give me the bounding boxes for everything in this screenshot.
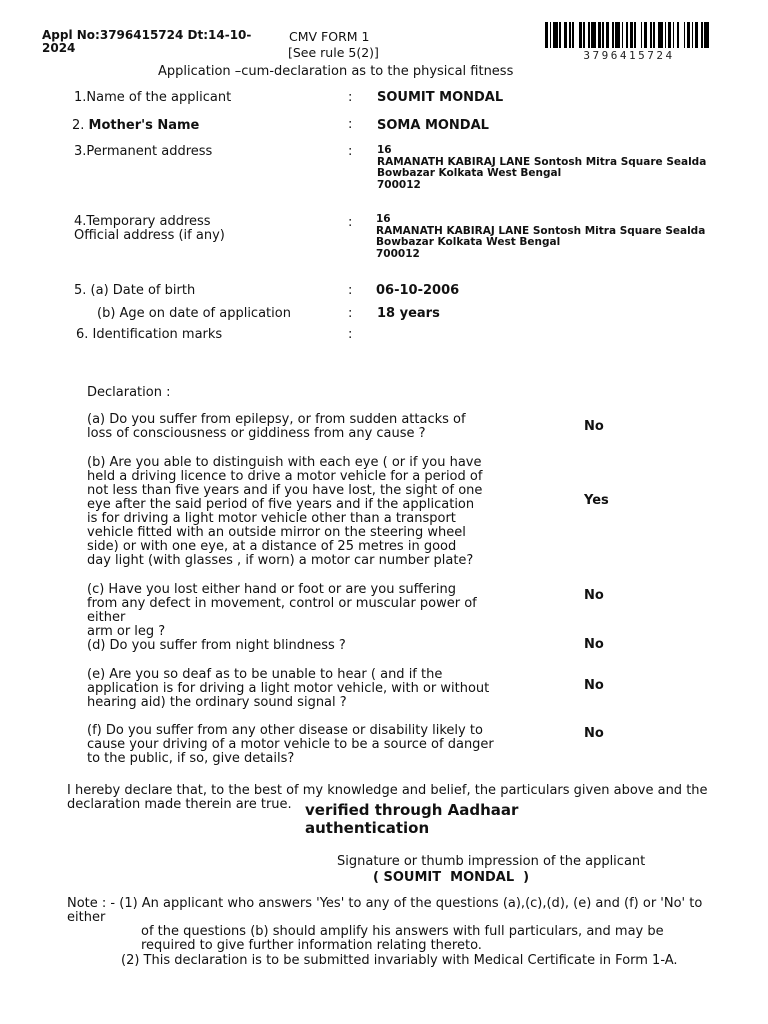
dob-value: 06-10-2006	[376, 283, 460, 298]
colon: :	[348, 144, 353, 159]
aadhaar-verification: verified through Aadhaar authentication	[305, 801, 519, 837]
permanent-address: 16 RAMANATH KABIRAJ LANE Sontosh Mitra Square Sealda Bowbazar Kolkata West Bengal 700012	[377, 144, 707, 191]
answer-d: No	[584, 637, 604, 652]
answer-b: Yes	[584, 493, 609, 508]
age-label: (b) Age on date of application	[97, 306, 291, 321]
colon: :	[348, 215, 353, 230]
colon: :	[348, 117, 353, 132]
mother-number: 2.	[72, 118, 85, 133]
barcode	[545, 22, 713, 60]
mother-name: SOMA MONDAL	[377, 118, 489, 133]
colon: :	[348, 90, 353, 105]
application-number: Appl No:3796415724 Dt:14-10- 2024	[42, 28, 252, 55]
form-subtitle: Application –cum-declaration as to the physical fitness	[158, 64, 514, 79]
colon: :	[348, 327, 353, 342]
answer-e: No	[584, 678, 604, 693]
note-2: (2) This declaration is to be submitted invariably with Medical Certificate in Form 1-A.	[121, 953, 678, 968]
temporary-address-label: 4.Temporary address Official address (if any)	[74, 214, 225, 243]
note-1-continued: of the questions (b) should amplify his answers with full particulars, and may be required to give further information relating thereto.	[141, 924, 664, 953]
answer-f: No	[584, 726, 604, 741]
answer-c: No	[584, 588, 604, 603]
question-d: (d) Do you suffer from night blindness ?	[87, 638, 346, 653]
temporary-address: 16 RAMANATH KABIRAJ LANE Sontosh Mitra Square Sealda Bowbazar Kolkata West Bengal 700012	[376, 213, 706, 260]
question-b: (b) Are you able to distinguish with each eye ( or if you have held a driving licence to drive a motor vehicle for a period of not less than five years and if you have lost, the sight of one eye after the said period of five years and if the application is for driving a light motor vehicle other than a transport vehicle fitted with an outside mirror on the steering wheel side) or with one eye, at a distance of 25 metres in good day light (with glasses , if worn) a motor car number plate?	[87, 455, 483, 568]
self-declaration: I hereby declare that, to the best of my knowledge and belief, the particulars given above and the declaration made therein are true.	[67, 783, 708, 812]
question-c: (c) Have you lost either hand or foot or are you suffering from any defect in movement, control or muscular power of either arm or leg ?	[87, 582, 477, 639]
barcode-number: 3796415724	[583, 49, 675, 62]
age-value: 18 years	[377, 306, 440, 321]
signature-name: ( SOUMIT MONDAL )	[373, 870, 530, 885]
question-f: (f) Do you suffer from any other disease or disability likely to cause your driving of a motor vehicle to be a source of danger to the public, if so, give details?	[87, 723, 494, 766]
question-e: (e) Are you so deaf as to be unable to hear ( and if the application is for driving a light motor vehicle, with or without hearing aid) the ordinary sound signal ?	[87, 667, 490, 710]
barcode-bars	[545, 22, 713, 48]
mother-label	[72, 118, 199, 133]
note-1: Note : - (1) An applicant who answers 'Yes' to any of the questions (a),(c),(d), (e) and (f) or 'No' to either	[67, 896, 703, 925]
question-a: (a) Do you suffer from epilepsy, or from sudden attacks of loss of consciousness or giddiness from any cause ?	[87, 412, 466, 441]
dob-label: 5. (a) Date of birth	[74, 283, 196, 298]
mother-label-text: Mother's Name	[88, 118, 200, 133]
name-label: 1.Name of the applicant	[74, 90, 232, 105]
colon: :	[348, 283, 353, 298]
colon: :	[348, 306, 353, 321]
signature-caption: Signature or thumb impression of the applicant	[337, 854, 646, 869]
applicant-name: SOUMIT MONDAL	[377, 90, 504, 105]
declaration-heading: Declaration :	[87, 385, 171, 400]
identification-marks-label: 6. Identification marks	[76, 327, 223, 342]
answer-a: No	[584, 419, 604, 434]
form-title: CMV FORM 1	[289, 29, 370, 44]
rule-reference: [See rule 5(2)]	[288, 45, 379, 60]
permanent-address-label: 3.Permanent address	[74, 144, 213, 159]
